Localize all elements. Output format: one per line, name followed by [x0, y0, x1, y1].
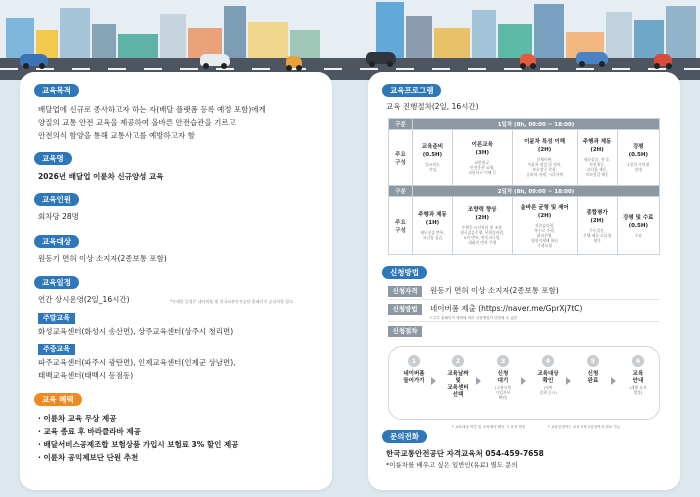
day1-cell: [577, 130, 617, 186]
cell-title: (0.5H): [422, 152, 443, 158]
cell-detail: 주행요령: [537, 242, 552, 248]
building-icon: [376, 2, 404, 58]
schedule-note: *자세한 일정은 네이버폼 및 한국교통안전공단 홈페이지 공지사항 참고: [170, 299, 293, 304]
day2-cell: [512, 197, 577, 255]
day2-cell: [413, 197, 453, 255]
car-icon: [20, 54, 48, 66]
cell-detail: 보호장구 착용,: [532, 167, 557, 172]
arrow-right-icon: [566, 377, 571, 385]
left-panel: [20, 72, 332, 490]
schedule-value: 연간 상시운영(2일_16시간): [38, 295, 130, 304]
building-icon: [472, 10, 496, 58]
motorcycle-icon: [286, 56, 302, 68]
cell-detail: 협곡실습주행, 복합슬라럼,: [460, 230, 505, 235]
cell-detail: 회피주행,: [536, 232, 553, 238]
gubun-cell: 구분: [389, 119, 413, 130]
car-icon: [576, 52, 608, 64]
process-step: 6 교육 안내 (개별 유자 발송): [629, 357, 647, 395]
process-step: 3 신청 대기 (고용유형 가입자부 확인): [494, 357, 512, 400]
cell-title: 강평: [632, 144, 644, 150]
cell-title: 교육준비: [421, 144, 444, 150]
method-value[interactable]: 네이버폼 제출 (https://naver.me/GprXj7tC): [430, 304, 583, 313]
cell-detail: 평형저제에 따른: [531, 237, 559, 243]
cell-detail: 작성: [428, 167, 437, 172]
cell-title: (2H): [590, 217, 604, 224]
day2-cell: [452, 197, 512, 255]
building-icon: [434, 28, 470, 58]
motorcycle-icon: [520, 54, 536, 66]
benefit-item: · 이륜차 교육 무상 제공: [38, 414, 117, 423]
day2-header: 2일차 (8h, 09:00 ~ 18:00): [413, 186, 660, 197]
building-icon: [634, 20, 664, 58]
day1-header: 1일차 (8h, 09:00 ~ 18:00): [413, 119, 660, 130]
qualification-value: 원동기 면허 이상 소지자(2종보통 포함): [430, 286, 559, 295]
process-step: 1 네이버폼 들어가기: [403, 357, 425, 384]
arrow-right-icon: [611, 377, 616, 385]
cell-detail: 이륜차 점검 및 정비,: [527, 162, 562, 167]
cell-title: (2H): [537, 147, 552, 153]
arrow-right-icon: [431, 377, 436, 385]
purpose-line: 배달업에 신규로 종사하고자 하는 자(배달 플랫폼 등록 예정 포함)에게: [38, 105, 266, 114]
building-icon: [290, 30, 320, 58]
cell-title: (2H): [590, 147, 604, 153]
process-step: 2 교육날짜 및 교육센터 선택: [447, 357, 469, 398]
cell-title: (0.5H): [628, 222, 648, 229]
cell-detail: 입교러드: [425, 162, 440, 167]
section-header-contact: 문의전화: [382, 430, 427, 443]
process-step: 5 신청 완료: [587, 357, 599, 384]
cell-detail: 신체이완,: [536, 157, 553, 162]
cell-detail: 1일차 주의점: [627, 162, 650, 167]
car-icon: [200, 54, 230, 66]
day1-cell: [512, 130, 577, 186]
cell-detail: 제동실습, 전·후,: [583, 157, 611, 162]
cell-detail: 미끄럼길 제동: [585, 172, 609, 177]
day1-cell: [413, 130, 453, 186]
building-icon: [534, 4, 564, 58]
city-banner: [0, 0, 700, 80]
process-box: [388, 346, 660, 420]
cell-detail: 주행중 시선처리 및 조향,: [461, 225, 504, 230]
program-subtitle: 교육 진행절차(2일, 16시간): [386, 102, 479, 111]
building-icon: [248, 22, 288, 58]
building-icon: [60, 8, 90, 58]
section-header-target: 교육대상: [34, 235, 79, 248]
cell-title: 이륜차 특성 이해: [524, 139, 566, 145]
cell-detail: 안전운전 요령,: [470, 164, 495, 170]
section-header-program: 교육프로그램: [382, 84, 441, 97]
day1-cell: [617, 130, 659, 186]
course-name: 2026년 배달업 이륜차 신규양성 교육: [38, 172, 164, 181]
weekday-badge: 주중교육: [38, 344, 75, 355]
content-label: 주요 구성: [389, 130, 413, 186]
cell-detail: S자 반복, 연속코너링,: [463, 235, 501, 240]
weekday-centers: 파주교육센터(파주시 광탄면), 인제교육센터(인제군 상남면),: [38, 358, 236, 367]
people-value: 회차당 28명: [38, 212, 79, 221]
benefit-item: · 교육 종료 후 바라클라바 제공: [38, 427, 141, 436]
purpose-line: 안전의식 함양을 통해 교통사고를 예방하고자 함: [38, 131, 195, 140]
process-note: * 교육대상 여부 및 교육예약 확인 시 문자 발송: [452, 425, 526, 429]
building-icon: [92, 24, 116, 58]
building-icon: [224, 6, 246, 58]
cell-title: 주행과 제동: [582, 139, 612, 145]
building-icon: [498, 24, 532, 58]
cell-title: 조향력 향상: [468, 207, 497, 213]
method-note: * 추후 홈페이지 게재에 따라 신청방법이 변경될 수 있음: [430, 316, 518, 320]
motorcycle-icon: [654, 54, 672, 66]
method-row: [388, 302, 660, 322]
building-icon: [160, 14, 186, 58]
process-label: 신청절차: [388, 326, 422, 337]
weekday-centers: 태백교육센터(태백시 동점동): [38, 371, 134, 380]
day1-cell: [452, 130, 512, 186]
cell-detail: 교통사고 이해 등: [468, 169, 497, 175]
purpose-line: 양질의 교통 안전 교육을 제공하여 올바른 안전습관을 기르고: [38, 118, 236, 127]
cell-detail: 대회전 반복 주행: [468, 240, 497, 245]
cell-detail: 교통법규,: [474, 159, 491, 165]
cell-detail: 코너링 제동,: [586, 167, 608, 172]
schedule-table: [388, 118, 660, 255]
process-step: 4 교육대상 확인 (서버 결재 등시): [537, 357, 559, 395]
cell-detail: 저속슬라럼,: [534, 222, 555, 228]
cell-title: 종합평가: [586, 209, 608, 216]
cell-title: 이론교육: [471, 141, 493, 148]
section-header-name: 교육명: [34, 152, 72, 165]
arrow-right-icon: [521, 377, 526, 385]
contact-value: 한국교통안전공단 자격교육처 054-459-7658: [386, 449, 544, 458]
building-icon: [606, 12, 632, 58]
section-header-people: 교육인원: [34, 193, 79, 206]
cell-title: (2H): [475, 215, 489, 221]
cell-title: (0.5H): [628, 152, 648, 158]
cell-title: 강평 및 수료: [623, 214, 654, 221]
building-icon: [666, 6, 696, 58]
cell-detail: 평가: [593, 237, 601, 243]
cell-detail: 주행·제동·코너링: [583, 232, 612, 238]
section-header-apply: 신청방법: [382, 266, 427, 279]
section-header-benefits: 교육 혜택: [34, 393, 82, 406]
building-icon: [406, 16, 432, 58]
benefit-item: · 이륜차 공익제보단 단원 추천: [38, 453, 139, 462]
cell-detail: 코너링 실습: [422, 235, 443, 240]
cell-detail: 수료: [634, 232, 642, 238]
cell-detail: 설명: [634, 167, 642, 172]
car-icon: [366, 52, 396, 64]
cell-detail: 구두질문,: [589, 227, 606, 233]
qualification-label: 신청자격: [388, 286, 422, 297]
weekend-centers: 화성교육센터(화성시 송산면), 상주교육센터(상주시 청리면): [38, 327, 234, 336]
method-label: 신청방법: [388, 304, 422, 315]
cell-title: (1H): [425, 220, 440, 226]
arrow-right-icon: [476, 377, 481, 385]
building-icon: [118, 34, 158, 58]
day2-cell: [577, 197, 617, 255]
weekend-badge: 주말교육: [38, 313, 75, 324]
section-header-purpose: 교육목적: [34, 84, 79, 97]
cell-detail: 제동실습 반복,: [420, 230, 445, 235]
right-panel: [368, 72, 680, 490]
benefit-item: · 배달서비스공제조합 보험상품 가입시 보험료 3% 할인 제공: [38, 440, 239, 449]
day2-cell: [617, 197, 659, 255]
cell-title: (2H): [537, 212, 552, 219]
gubun-cell: 구분: [389, 186, 413, 197]
content-label: 주요 구성: [389, 197, 413, 255]
target-value: 원동기 면허 이상 소지자(2종보통 포함): [38, 254, 167, 263]
cell-title: 주행과 제동: [418, 212, 447, 218]
cell-detail: 직진제동,: [589, 162, 606, 167]
qualification-row: [388, 284, 660, 300]
cell-title: 올바른 균형 및 제어: [520, 204, 569, 211]
contact-note: *이륜차를 배우고 싶은 일반인(유료) 별도 문의: [386, 461, 518, 469]
cell-detail: 특수로 주행,: [534, 227, 555, 233]
cell-title: (3H): [475, 149, 489, 156]
process-note: * 교육신청이는 교육시작 2일전까지 취소 가능: [548, 425, 621, 429]
building-icon: [6, 18, 34, 58]
section-header-schedule: 교육일정: [34, 276, 79, 289]
cell-detail: 승하차 자세, 시각자세: [526, 172, 563, 177]
